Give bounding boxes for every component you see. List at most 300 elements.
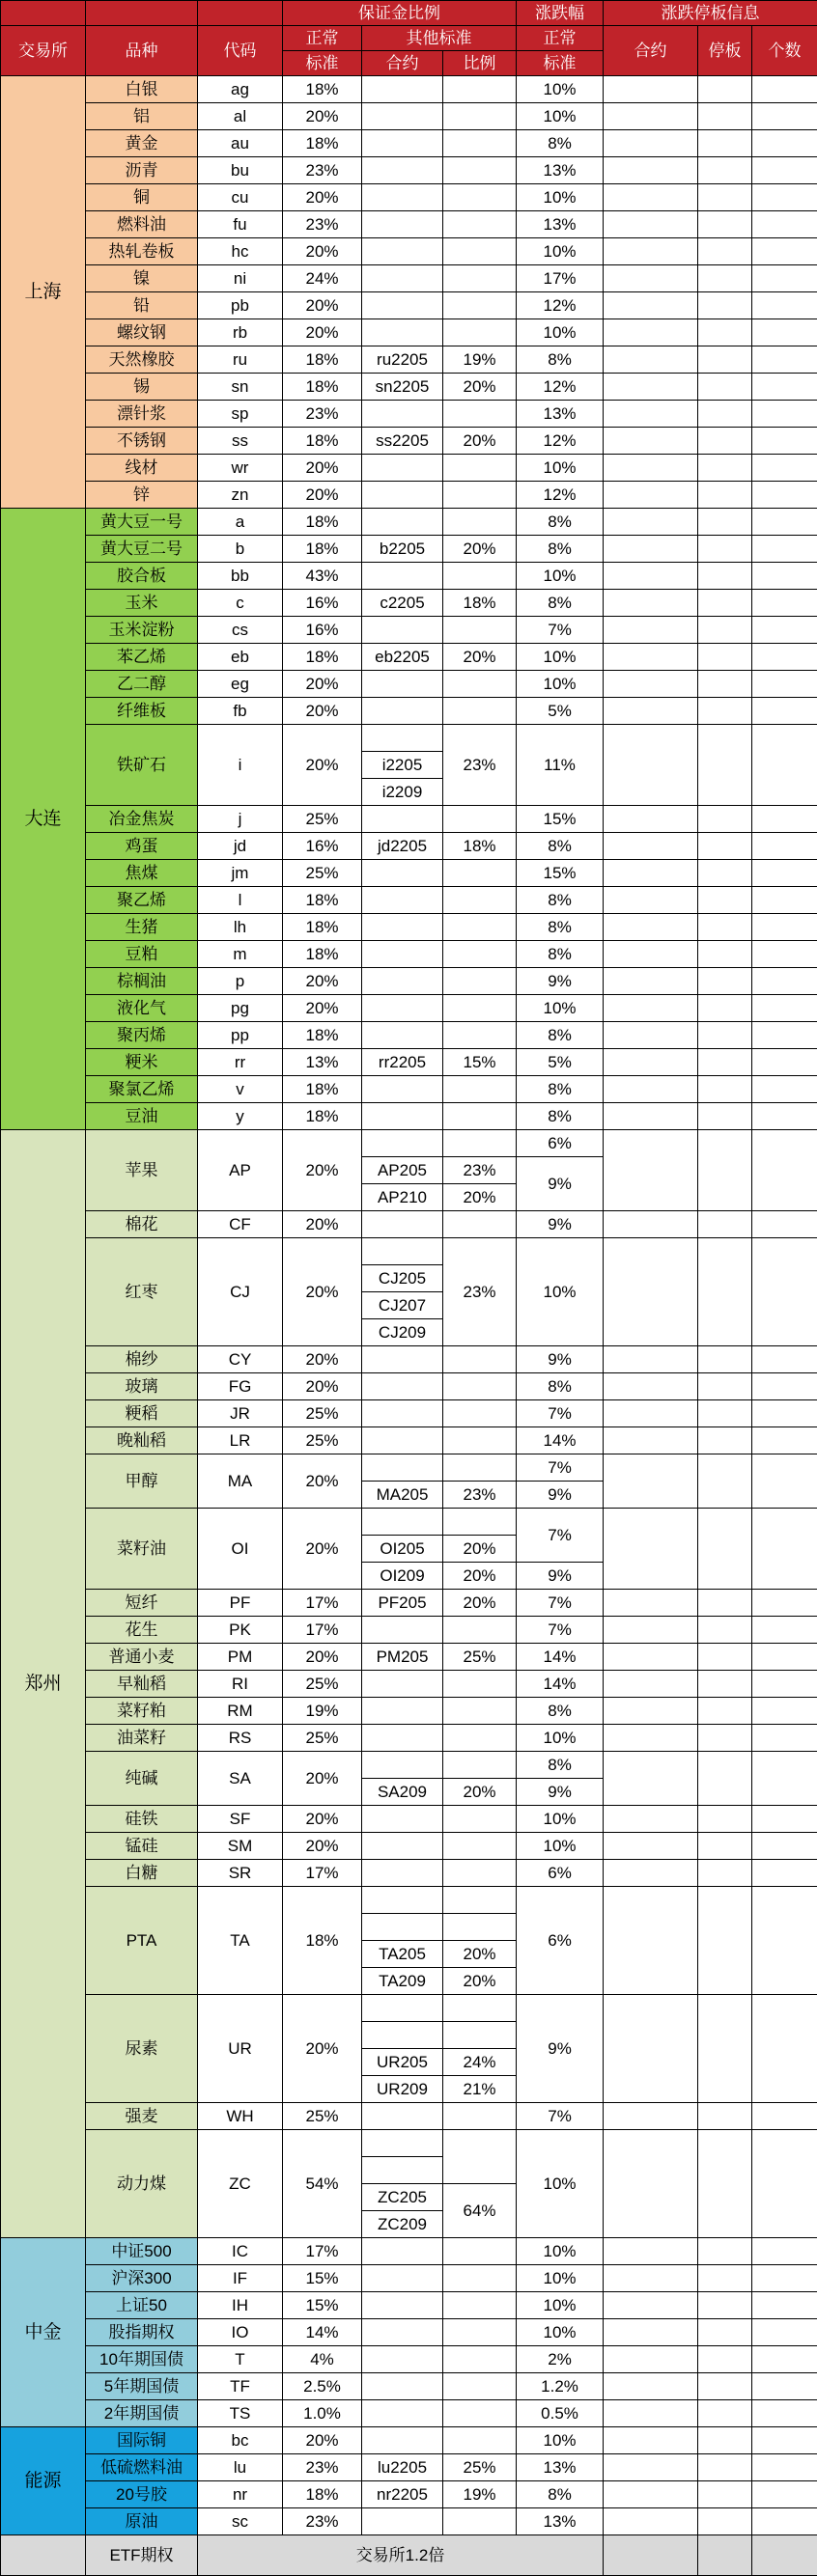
stop-contract-cell [604, 1130, 698, 1211]
limit-standard-cell: 12% [517, 374, 604, 401]
other-contract-cell [362, 211, 443, 238]
stop-count-cell [752, 238, 817, 265]
other-ratio-cell [443, 1346, 517, 1373]
stop-count-cell [752, 1400, 817, 1427]
variety-cell: 黄金 [86, 130, 198, 157]
code-cell: UR [198, 1995, 283, 2103]
variety-cell: 不锈钢 [86, 428, 198, 455]
margin-standard-cell: 18% [283, 941, 362, 968]
stop-contract-cell [604, 2400, 698, 2427]
stop-count-cell [752, 2427, 817, 2454]
variety-cell: 棉纱 [86, 1346, 198, 1373]
stop-board-cell [698, 374, 752, 401]
limit-standard-cell: 8% [517, 346, 604, 374]
stop-board-cell [698, 1590, 752, 1617]
stop-board-cell [698, 482, 752, 509]
stop-count-cell [752, 590, 817, 617]
table-row [1, 671, 817, 698]
other-ratio-cell [443, 1427, 517, 1454]
margin-standard-cell: 25% [283, 860, 362, 887]
margin-standard-cell: 20% [283, 103, 362, 130]
other-ratio-cell [443, 563, 517, 590]
stop-board-cell [698, 1860, 752, 1887]
other-contract-cell [362, 1130, 443, 1157]
stop-board-cell [698, 536, 752, 563]
other-ratio-cell [443, 1752, 517, 1779]
other-contract-cell [362, 914, 443, 941]
stop-board-cell [698, 644, 752, 671]
other-ratio-cell [443, 1076, 517, 1103]
table-row [1, 1725, 817, 1752]
margin-standard-cell: 18% [283, 536, 362, 563]
stop-board-cell [698, 1725, 752, 1752]
other-contract-cell: PF205 [362, 1590, 443, 1617]
variety-cell: 天然橡胶 [86, 346, 198, 374]
stop-board-cell [698, 346, 752, 374]
variety-cell: 玻璃 [86, 1373, 198, 1400]
stop-contract-cell [604, 2373, 698, 2400]
variety-cell: 硅铁 [86, 1806, 198, 1833]
stop-count-cell [752, 1049, 817, 1076]
table-row [1, 860, 817, 887]
limit-standard-cell: 7% [517, 1400, 604, 1427]
variety-cell: 短纤 [86, 1590, 198, 1617]
stop-count-cell [752, 833, 817, 860]
footer-blank [604, 2535, 698, 2576]
stop-count-cell [752, 1076, 817, 1103]
table-row [1, 1509, 817, 1536]
other-contract-cell: nr2205 [362, 2481, 443, 2508]
margin-standard-cell: 18% [283, 76, 362, 103]
margin-standard-cell: 20% [283, 995, 362, 1022]
limit-standard-cell: 7% [517, 1617, 604, 1644]
other-contract-cell [362, 1698, 443, 1725]
other-ratio-cell [443, 482, 517, 509]
table-row [1, 1590, 817, 1617]
stop-board-cell [698, 2508, 752, 2535]
stop-contract-cell [604, 536, 698, 563]
limit-standard-cell: 11% [517, 725, 604, 806]
other-ratio-cell [443, 1698, 517, 1725]
other-ratio-cell: 20% [443, 1779, 517, 1806]
stop-board-cell [698, 914, 752, 941]
stop-board-cell [698, 2238, 752, 2265]
margin-standard-cell: 20% [283, 292, 362, 319]
other-contract-cell [362, 2157, 443, 2184]
other-contract-cell: SA209 [362, 1779, 443, 1806]
stop-board-cell [698, 1076, 752, 1103]
other-contract-cell [362, 157, 443, 184]
variety-cell: 热轧卷板 [86, 238, 198, 265]
stop-count-cell [752, 1671, 817, 1698]
header-stop-contract: 合约 [604, 26, 698, 76]
header-variety: 品种 [86, 26, 198, 76]
margin-standard-cell: 20% [283, 1995, 362, 2103]
stop-contract-cell [604, 2319, 698, 2346]
header-standard: 标准 [283, 51, 362, 76]
stop-contract-cell [604, 2346, 698, 2373]
stop-count-cell [752, 1887, 817, 1995]
stop-board-cell [698, 1346, 752, 1373]
table-row [1, 374, 817, 401]
margin-standard-cell: 20% [283, 1373, 362, 1400]
stop-count-cell [752, 1698, 817, 1725]
stop-count-cell [752, 401, 817, 428]
stop-contract-cell [604, 2508, 698, 2535]
footer-blank [698, 2535, 752, 2576]
limit-standard-cell: 10% [517, 2130, 604, 2238]
other-ratio-cell: 23% [443, 725, 517, 806]
limit-standard-cell: 12% [517, 292, 604, 319]
margin-standard-cell: 18% [283, 509, 362, 536]
other-ratio-cell [443, 1617, 517, 1644]
variety-cell: 10年期国债 [86, 2346, 198, 2373]
limit-standard-cell: 13% [517, 157, 604, 184]
footer-blank [752, 2535, 817, 2576]
table-row [1, 2292, 817, 2319]
variety-cell: 乙二醇 [86, 671, 198, 698]
other-ratio-cell [443, 617, 517, 644]
other-ratio-cell: 20% [443, 374, 517, 401]
stop-contract-cell [604, 1698, 698, 1725]
code-cell: ag [198, 76, 283, 103]
stop-board-cell [698, 1103, 752, 1130]
code-cell: PF [198, 1590, 283, 1617]
other-contract-cell [362, 1833, 443, 1860]
stop-contract-cell [604, 2454, 698, 2481]
other-contract-cell: ZC205 [362, 2184, 443, 2211]
other-contract-cell [362, 76, 443, 103]
other-ratio-cell: 25% [443, 1644, 517, 1671]
other-contract-cell [362, 1752, 443, 1779]
stop-contract-cell [604, 374, 698, 401]
other-ratio-cell: 18% [443, 590, 517, 617]
stop-board-cell [698, 1806, 752, 1833]
other-ratio-cell [443, 1725, 517, 1752]
stop-count-cell [752, 617, 817, 644]
limit-standard-cell: 15% [517, 860, 604, 887]
variety-cell: 冶金焦炭 [86, 806, 198, 833]
stop-contract-cell [604, 1400, 698, 1427]
code-cell: fu [198, 211, 283, 238]
other-ratio-cell [443, 2508, 517, 2535]
other-contract-cell [362, 292, 443, 319]
variety-cell: 黄大豆二号 [86, 536, 198, 563]
limit-standard-cell: 7% [517, 2103, 604, 2130]
limit-standard-cell: 5% [517, 698, 604, 725]
stop-contract-cell [604, 1238, 698, 1346]
other-contract-cell: lu2205 [362, 2454, 443, 2481]
stop-board-cell [698, 76, 752, 103]
limit-standard-cell: 8% [517, 509, 604, 536]
other-contract-cell [362, 2508, 443, 2535]
margin-standard-cell: 20% [283, 725, 362, 806]
variety-cell: 线材 [86, 455, 198, 482]
margin-standard-cell: 16% [283, 617, 362, 644]
other-contract-cell [362, 1076, 443, 1103]
table-row [1, 1211, 817, 1238]
stop-board-cell [698, 2373, 752, 2400]
stop-board-cell [698, 455, 752, 482]
stop-board-cell [698, 1752, 752, 1806]
stop-contract-cell [604, 590, 698, 617]
table-row [1, 1103, 817, 1130]
limit-standard-cell: 10% [517, 455, 604, 482]
table-row [1, 211, 817, 238]
stop-count-cell [752, 1238, 817, 1346]
header-exchange: 交易所 [1, 26, 86, 76]
other-ratio-cell [443, 2427, 517, 2454]
code-cell: PK [198, 1617, 283, 1644]
limit-standard-cell: 8% [517, 1022, 604, 1049]
stop-contract-cell [604, 157, 698, 184]
other-contract-cell: CJ207 [362, 1292, 443, 1319]
stop-count-cell [752, 2400, 817, 2427]
other-ratio-cell [443, 914, 517, 941]
stop-contract-cell [604, 1509, 698, 1590]
limit-standard-cell: 13% [517, 211, 604, 238]
other-contract-cell [362, 482, 443, 509]
margin-standard-cell: 20% [283, 1454, 362, 1509]
other-contract-cell [362, 1211, 443, 1238]
stop-board-cell [698, 184, 752, 211]
variety-cell: 动力煤 [86, 2130, 198, 2238]
other-contract-cell: ru2205 [362, 346, 443, 374]
stop-contract-cell [604, 914, 698, 941]
variety-cell: 黄大豆一号 [86, 509, 198, 536]
code-cell: RI [198, 1671, 283, 1698]
stop-board-cell [698, 238, 752, 265]
code-cell: PM [198, 1644, 283, 1671]
code-cell: bu [198, 157, 283, 184]
code-cell: RM [198, 1698, 283, 1725]
stop-count-cell [752, 265, 817, 292]
variety-cell: 锡 [86, 374, 198, 401]
stop-count-cell [752, 1995, 817, 2103]
stop-count-cell [752, 2292, 817, 2319]
stop-count-cell [752, 482, 817, 509]
table-row [1, 130, 817, 157]
stop-contract-cell [604, 1076, 698, 1103]
stop-contract-cell [604, 833, 698, 860]
table-row [1, 590, 817, 617]
code-cell: au [198, 130, 283, 157]
stop-contract-cell [604, 860, 698, 887]
stop-count-cell [752, 995, 817, 1022]
stop-count-cell [752, 1130, 817, 1211]
table-row [1, 1860, 817, 1887]
other-contract-cell [362, 1346, 443, 1373]
other-contract-cell: OI205 [362, 1536, 443, 1563]
code-cell: j [198, 806, 283, 833]
other-ratio-cell [443, 1806, 517, 1833]
stop-count-cell [752, 563, 817, 590]
margin-standard-cell: 20% [283, 1130, 362, 1211]
table-row [1, 1752, 817, 1779]
limit-standard-cell: 10% [517, 1806, 604, 1833]
table-row [1, 941, 817, 968]
stop-contract-cell [604, 1644, 698, 1671]
margin-standard-cell: 20% [283, 319, 362, 346]
stop-board-cell [698, 941, 752, 968]
limit-standard-cell: 14% [517, 1427, 604, 1454]
code-cell: ss [198, 428, 283, 455]
variety-cell: 普通小麦 [86, 1644, 198, 1671]
stop-count-cell [752, 1752, 817, 1806]
other-contract-cell: TA209 [362, 1968, 443, 1995]
margin-standard-cell: 20% [283, 1806, 362, 1833]
stop-count-cell [752, 671, 817, 698]
header-limit-normal: 正常 [517, 26, 604, 51]
footer-etf-text: 交易所1.2倍 [198, 2535, 604, 2576]
stop-count-cell [752, 319, 817, 346]
table-row [1, 2346, 817, 2373]
stop-count-cell [752, 1860, 817, 1887]
other-ratio-cell [443, 1671, 517, 1698]
margin-standard-cell: 20% [283, 1752, 362, 1806]
table-row [1, 482, 817, 509]
other-ratio-cell [443, 1914, 517, 1941]
code-cell: TA [198, 1887, 283, 1995]
table-row [1, 2319, 817, 2346]
table-row [1, 1887, 817, 1914]
margin-standard-cell: 20% [283, 2427, 362, 2454]
table-row [1, 806, 817, 833]
code-cell: zn [198, 482, 283, 509]
other-contract-cell [362, 1454, 443, 1482]
stop-contract-cell [604, 1211, 698, 1238]
code-cell: wr [198, 455, 283, 482]
other-contract-cell [362, 887, 443, 914]
stop-count-cell [752, 130, 817, 157]
table-row [1, 644, 817, 671]
stop-contract-cell [604, 1860, 698, 1887]
code-cell: TS [198, 2400, 283, 2427]
other-ratio-cell [443, 1509, 517, 1536]
stop-board-cell [698, 130, 752, 157]
stop-contract-cell [604, 76, 698, 103]
stop-board-cell [698, 1995, 752, 2103]
limit-standard-cell: 9% [517, 1211, 604, 1238]
stop-board-cell [698, 806, 752, 833]
limit-standard-cell: 8% [517, 1698, 604, 1725]
other-contract-cell: OI209 [362, 1563, 443, 1590]
other-ratio-cell [443, 103, 517, 130]
stop-count-cell [752, 1590, 817, 1617]
limit-standard-cell: 10% [517, 2265, 604, 2292]
other-ratio-cell: 20% [443, 1968, 517, 1995]
stop-board-cell [698, 590, 752, 617]
limit-standard-cell: 6% [517, 1130, 604, 1157]
code-cell: lu [198, 2454, 283, 2481]
stop-count-cell [752, 509, 817, 536]
other-ratio-cell [443, 401, 517, 428]
stop-contract-cell [604, 401, 698, 428]
limit-standard-cell: 6% [517, 1887, 604, 1995]
stop-contract-cell [604, 1806, 698, 1833]
other-contract-cell [362, 103, 443, 130]
limit-standard-cell: 10% [517, 2427, 604, 2454]
code-cell: rb [198, 319, 283, 346]
variety-cell: 豆粕 [86, 941, 198, 968]
limit-standard-cell: 10% [517, 995, 604, 1022]
other-contract-cell [362, 319, 443, 346]
code-cell: IC [198, 2238, 283, 2265]
header-code: 代码 [198, 26, 283, 76]
other-ratio-cell [443, 698, 517, 725]
code-cell: eg [198, 671, 283, 698]
other-contract-cell [362, 401, 443, 428]
table-row [1, 157, 817, 184]
other-ratio-cell [443, 806, 517, 833]
table-row [1, 725, 817, 752]
other-contract-cell [362, 455, 443, 482]
table-body [1, 76, 817, 2535]
variety-cell: 上证50 [86, 2292, 198, 2319]
stop-count-cell [752, 698, 817, 725]
code-cell: jm [198, 860, 283, 887]
stop-board-cell [698, 2130, 752, 2238]
variety-cell: 铁矿石 [86, 725, 198, 806]
other-ratio-cell [443, 995, 517, 1022]
footer-etf-label: ETF期权 [86, 2535, 198, 2576]
limit-standard-cell: 8% [517, 2481, 604, 2508]
limit-standard-cell: 10% [517, 319, 604, 346]
margin-standard-cell: 20% [283, 1211, 362, 1238]
stop-board-cell [698, 2427, 752, 2454]
other-ratio-cell: 20% [443, 1563, 517, 1590]
other-ratio-cell: 24% [443, 2049, 517, 2076]
variety-cell: 花生 [86, 1617, 198, 1644]
stop-board-cell [698, 401, 752, 428]
code-cell: SR [198, 1860, 283, 1887]
code-cell: ni [198, 265, 283, 292]
other-contract-cell [362, 2373, 443, 2400]
table-row [1, 103, 817, 130]
stop-board-cell [698, 1698, 752, 1725]
table-row [1, 1617, 817, 1644]
stop-count-cell [752, 428, 817, 455]
code-cell: LR [198, 1427, 283, 1454]
margin-standard-cell: 2.5% [283, 2373, 362, 2400]
table-row [1, 509, 817, 536]
code-cell: cs [198, 617, 283, 644]
other-contract-cell [362, 1806, 443, 1833]
table-row [1, 2481, 817, 2508]
stop-count-cell [752, 2508, 817, 2535]
stop-count-cell [752, 1346, 817, 1373]
margin-standard-cell: 18% [283, 1103, 362, 1130]
stop-count-cell [752, 2319, 817, 2346]
limit-standard-cell: 0.5% [517, 2400, 604, 2427]
other-contract-cell [362, 2346, 443, 2373]
stop-contract-cell [604, 455, 698, 482]
variety-cell: 胶合板 [86, 563, 198, 590]
limit-standard-cell: 17% [517, 265, 604, 292]
table-row [1, 1698, 817, 1725]
variety-cell: 白糖 [86, 1860, 198, 1887]
limit-standard-cell: 10% [517, 2292, 604, 2319]
code-cell: T [198, 2346, 283, 2373]
stop-board-cell [698, 428, 752, 455]
stop-count-cell [752, 184, 817, 211]
other-ratio-cell [443, 2319, 517, 2346]
table-row [1, 428, 817, 455]
header-count: 个数 [752, 26, 817, 76]
stop-contract-cell [604, 130, 698, 157]
variety-cell: 聚乙烯 [86, 887, 198, 914]
stop-contract-cell [604, 2427, 698, 2454]
